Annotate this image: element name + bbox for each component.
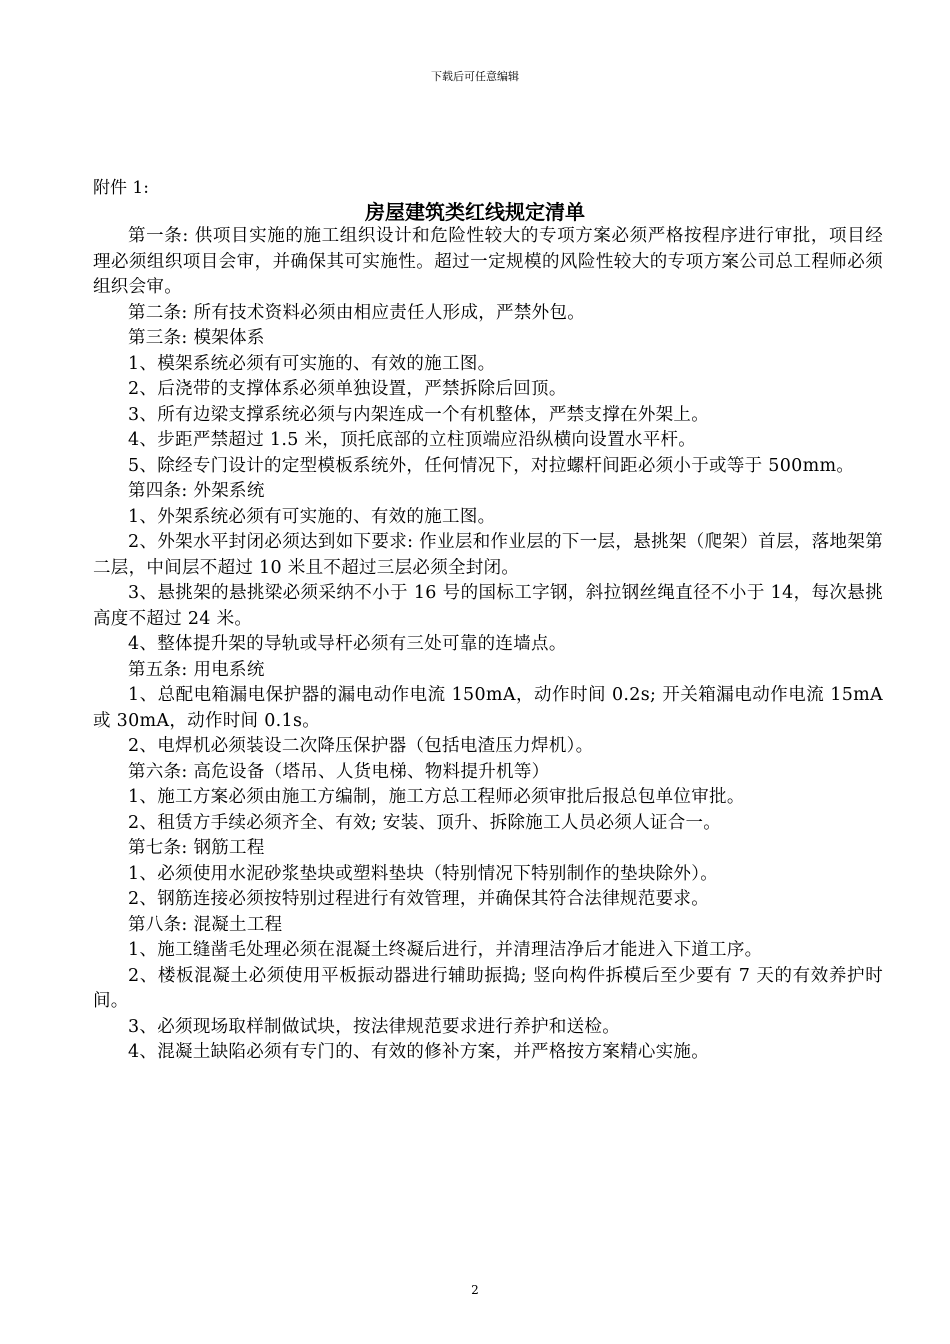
paragraph: 第六条: 高危设备（塔吊、人货电梯、物料提升机等）	[128, 761, 550, 782]
paragraph: 2、钢筋连接必须按特别过程进行有效管理，并确保其符合法律规范要求。	[128, 889, 710, 909]
paragraph: 2、外架水平封闭必须达到如下要求: 作业层和作业层的下一层，悬挑架（爬架）首层，落地架第二层，中间层不超过 10 米且不超过三层必须全封闭。	[93, 532, 883, 578]
paragraph: 1、施工缝凿毛处理必须在混凝土终凝后进行，并清理洁净后才能进入下道工序。	[128, 940, 763, 960]
paragraph: 2、后浇带的支撑体系必须单独设置，严禁拆除后回顶。	[128, 379, 567, 399]
paragraph: 第二条: 所有技术资料必须由相应责任人形成，严禁外包。	[128, 302, 586, 323]
paragraph: 第三条: 模架体系	[128, 328, 265, 348]
paragraph: 4、步距严禁超过 1.5 米，顶托底部的立柱顶端应沿纵横向设置水平杆。	[128, 430, 697, 450]
paragraph: 第七条: 钢筋工程	[128, 838, 265, 858]
paragraph: 1、施工方案必须由施工方编制，施工方总工程师必须审批后报总包单位审批。	[128, 787, 745, 807]
paragraph: 第四条: 外架系统	[128, 481, 265, 501]
header-note: 下载后可任意编辑	[431, 70, 519, 83]
paragraph: 1、总配电箱漏电保护器的漏电动作电流 150mA，动作时间 0.2s; 开关箱漏电动作电流 15mA 或 30mA，动作时间 0.1s。	[93, 685, 883, 731]
paragraph: 3、必须现场取样制做试块，按法律规范要求进行养护和送检。	[128, 1016, 621, 1037]
paragraph: 第一条: 供项目实施的施工组织设计和危险性较大的专项方案必须严格按程序进行审批，项目经理必须组织项目会审，并确保其可实施性。超过一定规模的风险性较大的专项方案公司总工程师必须组织会审。	[93, 226, 883, 297]
paragraph: 2、楼板混凝土必须使用平板振动器进行辅助振捣; 竖向构件拆模后至少要有 7 天的有效养护时间。	[93, 965, 883, 1011]
paragraph: 5、除经专门设计的定型模板系统外，任何情况下，对拉螺杆间距必须小于或等于 500mm。	[128, 455, 855, 476]
paragraph: 4、混凝土缺陷必须有专门的、有效的修补方案，并严格按方案精心实施。	[128, 1042, 710, 1062]
paragraph: 3、悬挑架的悬挑梁必须采纳不小于 16 号的国标工字钢，斜拉钢丝绳直径不小于 14，每次悬挑高度不超过 24 米。	[93, 583, 883, 629]
paragraph: 第五条: 用电系统	[128, 659, 265, 680]
paragraph: 1、必须使用水泥砂浆垫块或塑料垫块（特别情况下特别制作的垫块除外）。	[128, 863, 719, 884]
paragraph: 1、外架系统必须有可实施的、有效的施工图。	[128, 506, 496, 527]
document-title: 房屋建筑类红线规定清单	[365, 200, 585, 224]
paragraph: 第八条: 混凝土工程	[128, 914, 283, 935]
paragraph: 4、整体提升架的导轨或导杆必须有三处可靠的连墙点。	[128, 634, 567, 654]
paragraph: 2、电焊机必须装设二次降压保护器（包括电渣压力焊机）。	[128, 736, 594, 756]
attachment-label: 附件 1:	[93, 178, 149, 198]
paragraph: 3、所有边梁支撑系统必须与内架连成一个有机整体，严禁支撑在外架上。	[128, 404, 710, 425]
document-body	[93, 224, 883, 1066]
paragraph: 1、模架系统必须有可实施的、有效的施工图。	[128, 353, 496, 374]
paragraph: 2、租赁方手续必须齐全、有效; 安装、顶升、拆除施工人员必须人证合一。	[128, 812, 722, 833]
page-number: 2	[471, 1283, 479, 1297]
